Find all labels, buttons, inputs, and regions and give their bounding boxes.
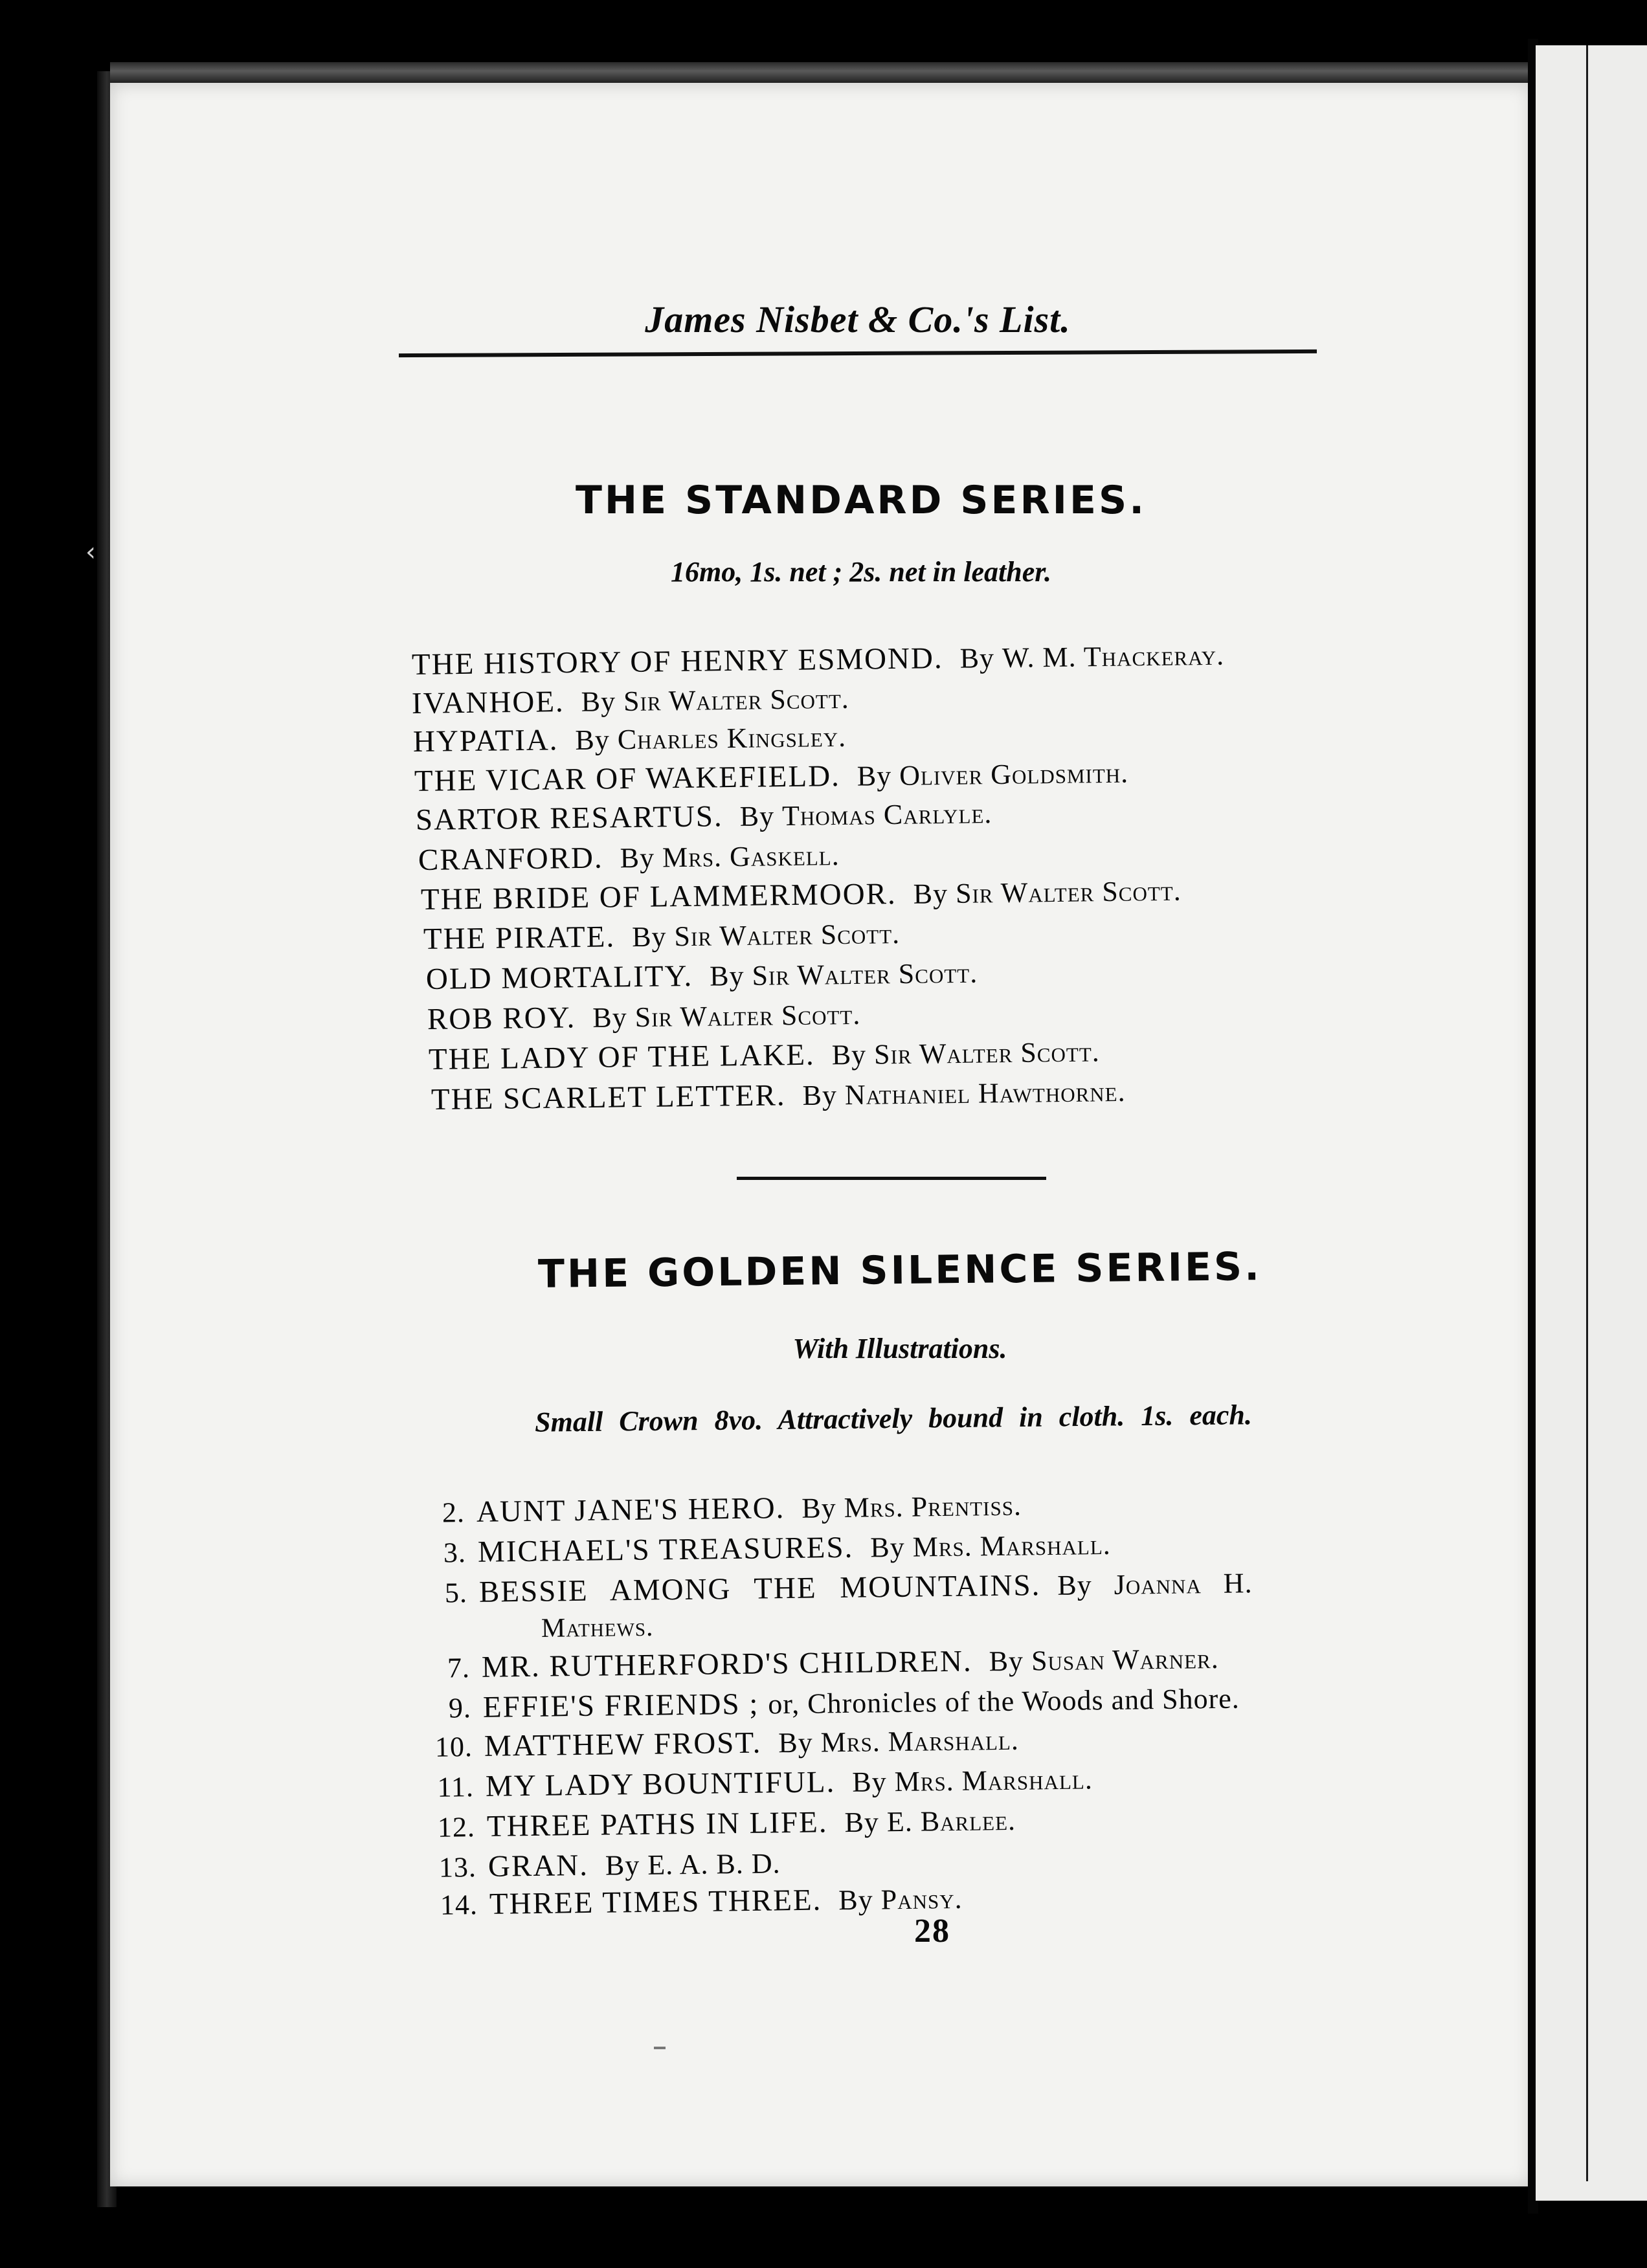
book-author: Mrs. Prentiss. xyxy=(844,1489,1022,1524)
golden-silence-series-title: THE GOLDEN SILENCE SERIES. xyxy=(537,1244,1262,1297)
series-number: 5. xyxy=(444,1577,468,1609)
series-number: 3. xyxy=(443,1537,467,1569)
by-label: By xyxy=(831,1038,867,1071)
book-author: W. M. Thackeray. xyxy=(1002,639,1225,674)
book-author: Joanna H. xyxy=(1114,1567,1253,1601)
by-label: By xyxy=(592,1001,627,1034)
book-author: Sir Walter Scott. xyxy=(752,957,978,992)
list-item xyxy=(423,916,901,957)
book-author: E. Barlee. xyxy=(886,1804,1016,1838)
by-label: By xyxy=(913,878,948,910)
book-author: Mrs. Marshall. xyxy=(820,1724,1020,1759)
book-title: HYPATIA. xyxy=(412,723,559,759)
series-number: 2. xyxy=(442,1496,465,1529)
by-label: By xyxy=(605,1849,640,1882)
book-title: THE BRIDE OF LAMMERMOOR. xyxy=(420,877,897,917)
list-item xyxy=(427,1881,963,1922)
book-title: THREE PATHS IN LIFE. xyxy=(486,1805,828,1843)
list-item xyxy=(413,719,847,759)
book-title: CRANFORD. xyxy=(418,841,603,877)
book-title: MATTHEW FROST. xyxy=(484,1726,762,1763)
scanned-page xyxy=(110,83,1532,2186)
by-label: By xyxy=(575,724,611,756)
by-label: By xyxy=(778,1726,814,1759)
book-title: THE SCARLET LETTER. xyxy=(431,1078,786,1117)
by-label: By xyxy=(709,959,745,992)
book-title: THREE TIMES THREE. xyxy=(489,1883,822,1921)
book-title: EFFIE'S FRIENDS ; xyxy=(482,1687,759,1724)
by-label: By xyxy=(869,1531,905,1564)
book-title: THE LADY OF THE LAKE. xyxy=(428,1038,816,1076)
book-title: THE VICAR OF WAKEFIELD. xyxy=(414,759,841,798)
golden-silence-format-line: Small Crown 8vo. Attractively bound in cloth. 1s. each. xyxy=(534,1399,1253,1438)
subtitle-text: or, Chronicles of the Woods and Shore. xyxy=(768,1682,1240,1720)
list-item xyxy=(414,1488,1022,1530)
book-title: GRAN. xyxy=(487,1848,589,1884)
by-label: By xyxy=(620,841,655,874)
book-author: Susan Warner. xyxy=(1031,1642,1219,1677)
by-label: By xyxy=(838,1884,874,1917)
book-title: THE HISTORY OF HENRY ESMOND. xyxy=(411,641,943,682)
by-label: By xyxy=(1057,1569,1093,1601)
by-label: By xyxy=(739,800,775,832)
facing-page xyxy=(1536,45,1647,2201)
book-author: Nathaniel Hawthorne. xyxy=(844,1075,1126,1111)
book-author: Thomas Carlyle. xyxy=(781,797,992,832)
book-author: Sir Walter Scott. xyxy=(873,1036,1101,1071)
book-author: Sir Walter Scott. xyxy=(623,682,850,718)
running-head: James Nisbet & Co.'s List. xyxy=(645,298,1071,340)
book-author: E. A. B. D. xyxy=(647,1847,781,1881)
page-number: 28 xyxy=(914,1913,950,1950)
book-title: SARTOR RESARTUS. xyxy=(415,799,724,837)
book-title: IVANHOE. xyxy=(411,685,565,720)
book-author: Pansy. xyxy=(880,1882,963,1916)
book-author: Mrs. Gaskell. xyxy=(662,839,840,874)
list-item xyxy=(412,681,849,721)
series-number: 12. xyxy=(437,1811,476,1843)
by-label: By xyxy=(852,1766,887,1798)
by-label: By xyxy=(581,685,616,718)
page-top-edge xyxy=(110,62,1532,84)
book-author: Mrs. Marshall. xyxy=(912,1528,1112,1563)
facing-page-edge xyxy=(1586,45,1588,2181)
book-title: MICHAEL'S TREASURES. xyxy=(477,1530,854,1569)
standard-series-title: THE STANDARD SERIES. xyxy=(575,478,1147,523)
book-author: Sir Walter Scott. xyxy=(955,874,1182,909)
author-continuation: Mathews. xyxy=(541,1612,654,1643)
list-item xyxy=(416,795,992,838)
list-item xyxy=(427,997,861,1037)
by-label: By xyxy=(844,1806,880,1839)
book-author: Sir Walter Scott. xyxy=(634,998,861,1034)
book-title: OLD MORTALITY. xyxy=(425,959,693,996)
book-title: AUNT JANE'S HERO. xyxy=(476,1491,785,1529)
margin-mark: ‹ xyxy=(85,537,96,567)
book-title: ROB ROY. xyxy=(427,1001,576,1036)
section-divider xyxy=(737,1177,1046,1180)
list-item xyxy=(426,1845,781,1885)
series-number: 11. xyxy=(437,1771,475,1803)
scan-speck xyxy=(654,2047,666,2049)
series-number: 10. xyxy=(434,1731,473,1763)
book-title: THE PIRATE. xyxy=(423,920,616,956)
series-number: 7. xyxy=(447,1652,471,1684)
list-item xyxy=(418,838,840,878)
book-author: Mrs. Marshall. xyxy=(894,1763,1093,1798)
by-label: By xyxy=(959,642,995,674)
by-label: By xyxy=(801,1492,836,1524)
list-item xyxy=(426,955,978,997)
by-label: By xyxy=(989,1645,1024,1678)
book-author: Oliver Goldsmith. xyxy=(899,757,1129,792)
standard-series-subtitle: 16mo, 1s. net ; 2s. net in leather. xyxy=(671,556,1051,588)
list-item xyxy=(422,1722,1019,1764)
by-label: By xyxy=(857,759,892,792)
series-number: 14. xyxy=(440,1889,478,1921)
book-author: Charles Kingsley. xyxy=(617,720,847,756)
by-label: By xyxy=(802,1079,838,1111)
golden-silence-series-subtitle: With Illustrations. xyxy=(792,1333,1007,1364)
book-title: MY LADY BOUNTIFUL. xyxy=(485,1765,836,1803)
book-author: Sir Walter Scott. xyxy=(674,918,901,953)
series-number: 13. xyxy=(438,1851,477,1884)
by-label: By xyxy=(631,920,667,953)
book-title: MR. RUTHERFORD'S CHILDREN. xyxy=(481,1644,972,1684)
book-title: BESSIE AMONG THE MOUNTAINS. xyxy=(478,1568,1041,1609)
list-item xyxy=(425,1803,1016,1845)
series-number: 9. xyxy=(448,1692,472,1724)
